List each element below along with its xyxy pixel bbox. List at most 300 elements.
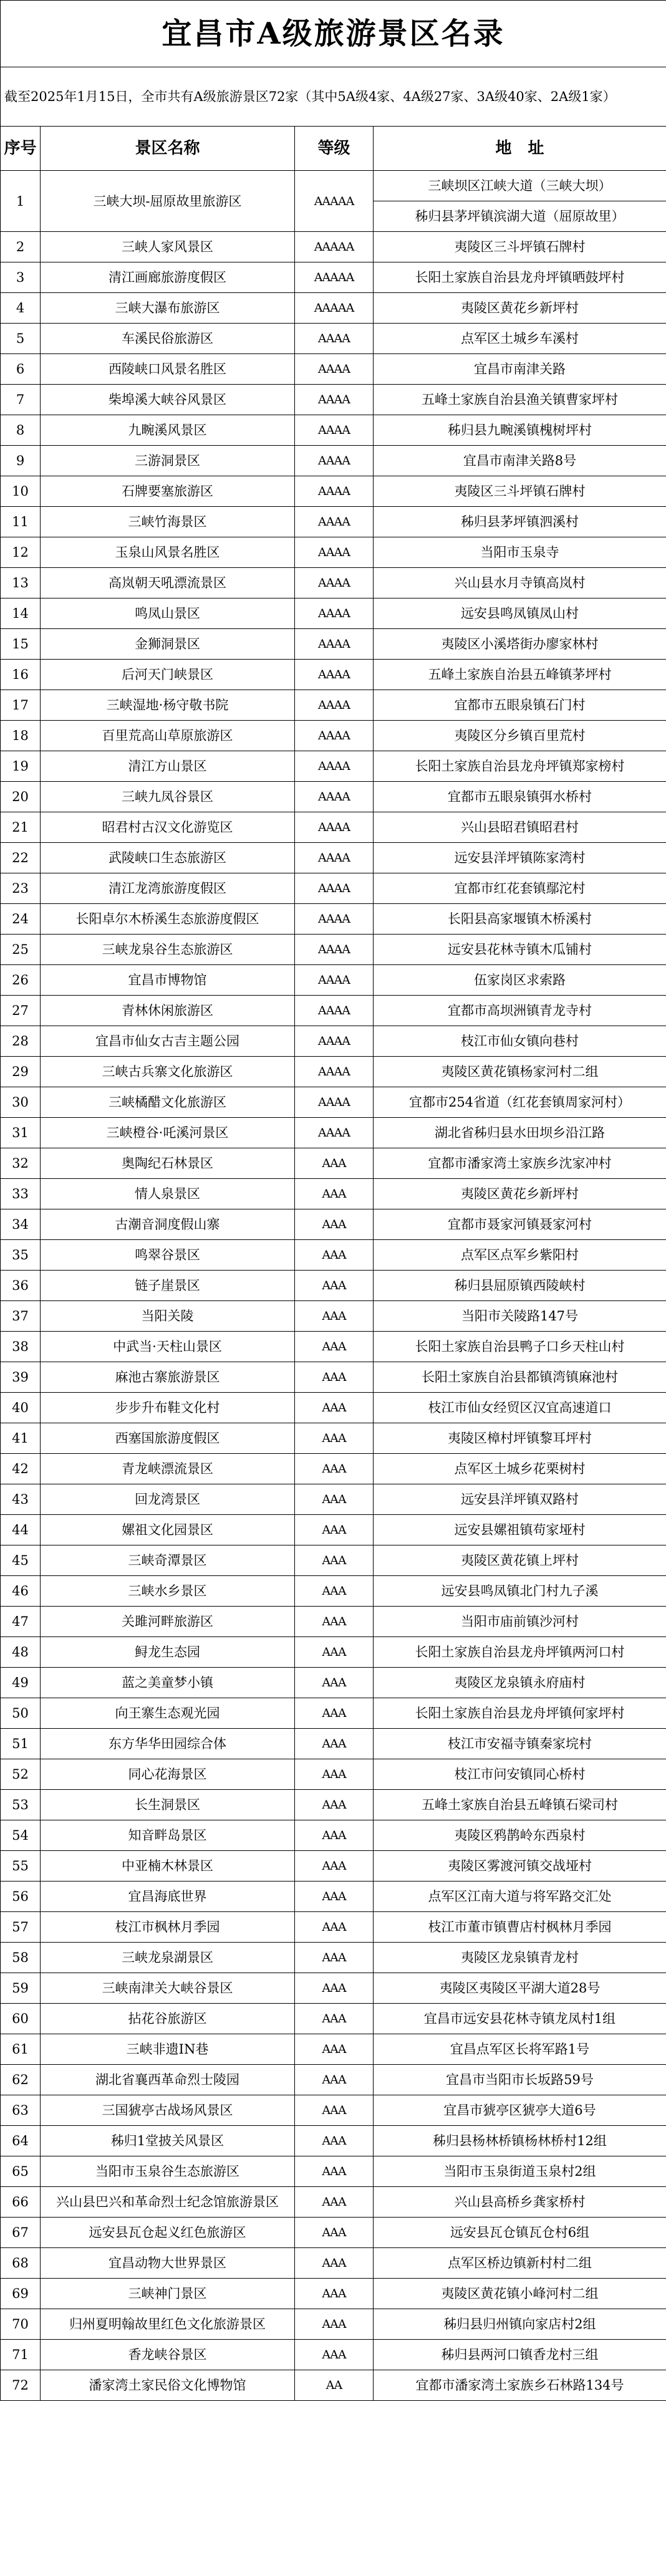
table-row xyxy=(1,2248,666,2279)
row-number: 32 xyxy=(1,1148,41,1179)
row-number: 56 xyxy=(1,1882,41,1912)
scenic-area-name: 清江画廊旅游度假区 xyxy=(41,262,295,293)
scenic-area-name: 关雎河畔旅游区 xyxy=(41,1607,295,1637)
scenic-area-address: 秭归县茅坪镇泗溪村 xyxy=(374,507,666,537)
scenic-area-level: AAAA xyxy=(295,476,374,507)
scenic-area-name: 潘家湾土家民俗文化博物馆 xyxy=(41,2370,295,2401)
row-number: 38 xyxy=(1,1332,41,1362)
scenic-area-level: AAA xyxy=(295,1759,374,1790)
table-row xyxy=(1,1637,666,1668)
scenic-area-level: AAA xyxy=(295,1912,374,1943)
scenic-area-address: 湖北省秭归县水田坝乡沿江路 xyxy=(374,1118,666,1148)
scenic-area-address: 枝江市仙女镇向巷村 xyxy=(374,1026,666,1057)
row-number: 24 xyxy=(1,904,41,935)
scenic-area-level: AAAA xyxy=(295,385,374,415)
scenic-area-address: 枝江市问安镇同心桥村 xyxy=(374,1759,666,1790)
table-row xyxy=(1,1423,666,1454)
table-row xyxy=(1,1240,666,1271)
scenic-area-name: 高岚朝天吼漂流景区 xyxy=(41,568,295,598)
scenic-area-level: AAAA xyxy=(295,782,374,812)
scenic-area-level: AAA xyxy=(295,1301,374,1332)
scenic-area-address: 宜都市潘家湾土家族乡沈家冲村 xyxy=(374,1148,666,1179)
table-row xyxy=(1,1271,666,1301)
row-number: 47 xyxy=(1,1607,41,1637)
scenic-area-level: AAA xyxy=(295,1271,374,1301)
table-row xyxy=(1,629,666,660)
scenic-area-level: AAA xyxy=(295,1240,374,1271)
scenic-area-level: AAAA xyxy=(295,721,374,751)
scenic-area-level: AAA xyxy=(295,1729,374,1759)
table-row xyxy=(1,1484,666,1515)
scenic-area-level: AAA xyxy=(295,1393,374,1423)
scenic-area-level: AAA xyxy=(295,1362,374,1393)
scenic-area-name: 三峡龙泉湖景区 xyxy=(41,1943,295,1973)
scenic-area-level: AAA xyxy=(295,1790,374,1820)
scenic-area-level: AAA xyxy=(295,2156,374,2187)
scenic-area-name: 三峡竹海景区 xyxy=(41,507,295,537)
scenic-area-name: 三峡大坝-屈原故里旅游区 xyxy=(41,171,295,232)
table-row xyxy=(1,812,666,843)
table-row xyxy=(1,1209,666,1240)
scenic-area-address: 宜都市254省道（红花套镇周家河村） xyxy=(374,1087,666,1118)
table-row xyxy=(1,1118,666,1148)
table-row xyxy=(1,1545,666,1576)
row-number: 31 xyxy=(1,1118,41,1148)
scenic-area-address: 秭归县两河口镇香龙村三组 xyxy=(374,2340,666,2370)
scenic-area-address: 宜都市五眼泉镇弭水桥村 xyxy=(374,782,666,812)
scenic-area-address: 五峰土家族自治县渔关镇曹家坪村 xyxy=(374,385,666,415)
row-number: 3 xyxy=(1,262,41,293)
scenic-area-name: 湖北省襄西革命烈士陵园 xyxy=(41,2065,295,2095)
scenic-area-address: 点军区土城乡车溪村 xyxy=(374,324,666,354)
row-number: 30 xyxy=(1,1087,41,1118)
table-row xyxy=(1,1912,666,1943)
scenic-area-level: AAA xyxy=(295,1179,374,1209)
scenic-area-address: 宜昌市当阳市长坂路59号 xyxy=(374,2065,666,2095)
row-number: 19 xyxy=(1,751,41,782)
scenic-area-name: 长生洞景区 xyxy=(41,1790,295,1820)
scenic-area-address: 宜都市聂家河镇聂家河村 xyxy=(374,1209,666,1240)
scenic-area-level: AAA xyxy=(295,1454,374,1484)
scenic-area-name: 武陵峡口生态旅游区 xyxy=(41,843,295,873)
scenic-area-name: 长阳卓尔木桥溪生态旅游度假区 xyxy=(41,904,295,935)
scenic-area-address: 当阳市玉泉寺 xyxy=(374,537,666,568)
scenic-area-level: AAA xyxy=(295,1607,374,1637)
table-row xyxy=(1,1332,666,1362)
table-row xyxy=(1,2370,666,2401)
scenic-area-name: 情人泉景区 xyxy=(41,1179,295,1209)
scenic-area-address: 远安县瓦仓镇瓦仓村6组 xyxy=(374,2218,666,2248)
scenic-area-level: AAA xyxy=(295,1943,374,1973)
scenic-area-level: AAAA xyxy=(295,965,374,996)
scenic-area-level: AAA xyxy=(295,1484,374,1515)
table-row xyxy=(1,354,666,385)
scenic-area-level: AAA xyxy=(295,1332,374,1362)
row-number: 2 xyxy=(1,232,41,262)
scenic-area-address: 长阳土家族自治县龙舟坪镇晒鼓坪村 xyxy=(374,262,666,293)
scenic-area-level: AAA xyxy=(295,1576,374,1607)
table-row xyxy=(1,2187,666,2218)
table-row xyxy=(1,904,666,935)
scenic-area-address: 夷陵区黄花镇上坪村 xyxy=(374,1545,666,1576)
scenic-area-level: AAAA xyxy=(295,629,374,660)
row-number: 63 xyxy=(1,2095,41,2126)
scenic-area-name: 西陵峡口风景名胜区 xyxy=(41,354,295,385)
scenic-area-name: 金狮洞景区 xyxy=(41,629,295,660)
scenic-area-address: 五峰土家族自治县五峰镇石梁司村 xyxy=(374,1790,666,1820)
scenic-area-name: 嫘祖文化园景区 xyxy=(41,1515,295,1545)
scenic-area-level: AAAA xyxy=(295,996,374,1026)
scenic-area-address: 宜都市红花套镇鄢沱村 xyxy=(374,873,666,904)
table-row xyxy=(1,1729,666,1759)
scenic-area-name: 奥陶纪石林景区 xyxy=(41,1148,295,1179)
row-number: 58 xyxy=(1,1943,41,1973)
scenic-area-level: AAA xyxy=(295,2004,374,2034)
table-row xyxy=(1,2065,666,2095)
scenic-area-level: AAA xyxy=(295,1209,374,1240)
scenic-area-level: AAA xyxy=(295,1637,374,1668)
scenic-area-name: 三峡龙泉谷生态旅游区 xyxy=(41,935,295,965)
scenic-area-name: 三峡非遗IN巷 xyxy=(41,2034,295,2065)
title-row xyxy=(1,1,666,67)
row-number: 13 xyxy=(1,568,41,598)
scenic-area-name: 麻池古寨旅游景区 xyxy=(41,1362,295,1393)
row-number: 6 xyxy=(1,354,41,385)
table-row xyxy=(1,1973,666,2004)
scenic-area-name: 三峡水乡景区 xyxy=(41,1576,295,1607)
table-row xyxy=(1,2034,666,2065)
table-row xyxy=(1,690,666,721)
scenic-area-name: 清江龙湾旅游度假区 xyxy=(41,873,295,904)
table-row xyxy=(1,1576,666,1607)
scenic-area-name: 西塞国旅游度假区 xyxy=(41,1423,295,1454)
row-number: 53 xyxy=(1,1790,41,1820)
scenic-area-address: 宜都市潘家湾土家族乡石林路134号 xyxy=(374,2370,666,2401)
summary-note: 截至2025年1月15日，全市共有A级旅游景区72家（其中5A级4家、4A级27家、3A级40家、2A级1家） xyxy=(1,67,666,127)
scenic-area-name: 东方华华田园综合体 xyxy=(41,1729,295,1759)
row-number: 20 xyxy=(1,782,41,812)
scenic-area-address: 长阳土家族自治县龙舟坪镇何家坪村 xyxy=(374,1698,666,1729)
scenic-area-name: 中武当·天柱山景区 xyxy=(41,1332,295,1362)
column-header-address: 地 址 xyxy=(374,127,666,171)
table-row xyxy=(1,1301,666,1332)
scenic-area-address: 远安县洋坪镇陈家湾村 xyxy=(374,843,666,873)
scenic-area-address: 秭归县屈原镇西陵峡村 xyxy=(374,1271,666,1301)
scenic-area-address: 远安县洋坪镇双路村 xyxy=(374,1484,666,1515)
scenic-area-name: 同心花海景区 xyxy=(41,1759,295,1790)
scenic-area-name: 三峡奇潭景区 xyxy=(41,1545,295,1576)
scenic-area-level: AAA xyxy=(295,2126,374,2156)
row-number: 14 xyxy=(1,598,41,629)
scenic-area-address: 长阳土家族自治县龙舟坪镇郑家榜村 xyxy=(374,751,666,782)
scenic-area-level: AAA xyxy=(295,1851,374,1882)
scenic-area-address: 枝江市仙女经贸区汉宜高速道口 xyxy=(374,1393,666,1423)
row-number: 35 xyxy=(1,1240,41,1271)
scenic-area-address: 三峡坝区江峡大道（三峡大坝） xyxy=(374,171,666,201)
scenic-area-name: 三峡大瀑布旅游区 xyxy=(41,293,295,324)
table-row xyxy=(1,1515,666,1545)
table-row xyxy=(1,1943,666,1973)
scenic-area-address: 夷陵区小溪塔街办廖家林村 xyxy=(374,629,666,660)
scenic-area-level: AAA xyxy=(295,1545,374,1576)
scenic-area-address: 宜昌点军区长将军路1号 xyxy=(374,2034,666,2065)
table-row xyxy=(1,1393,666,1423)
scenic-area-level: AAAA xyxy=(295,690,374,721)
row-number: 16 xyxy=(1,660,41,690)
scenic-area-address: 长阳土家族自治县鸭子口乡天柱山村 xyxy=(374,1332,666,1362)
scenic-area-level: AAA xyxy=(295,1668,374,1698)
scenic-area-level: AAAA xyxy=(295,904,374,935)
table-row xyxy=(1,2004,666,2034)
row-number: 72 xyxy=(1,2370,41,2401)
scenic-area-address: 秭归县归州镇向家店村2组 xyxy=(374,2309,666,2340)
scenic-area-level: AAA xyxy=(295,2187,374,2218)
row-number: 1 xyxy=(1,171,41,232)
note-row xyxy=(1,67,666,127)
scenic-area-name: 当阳市玉泉谷生态旅游区 xyxy=(41,2156,295,2187)
row-number: 4 xyxy=(1,293,41,324)
row-number: 40 xyxy=(1,1393,41,1423)
scenic-area-level: AAA xyxy=(295,1423,374,1454)
table-row xyxy=(1,2340,666,2370)
table-row xyxy=(1,1179,666,1209)
scenic-area-address: 兴山县水月寺镇高岚村 xyxy=(374,568,666,598)
scenic-area-name: 远安县瓦仓起义红色旅游区 xyxy=(41,2218,295,2248)
table-row xyxy=(1,262,666,293)
scenic-area-name: 古潮音洞度假山寨 xyxy=(41,1209,295,1240)
scenic-area-address: 夷陵区夷陵区平湖大道28号 xyxy=(374,1973,666,2004)
row-number: 60 xyxy=(1,2004,41,2034)
scenic-area-name: 三游洞景区 xyxy=(41,446,295,476)
scenic-area-name: 当阳关陵 xyxy=(41,1301,295,1332)
row-number: 57 xyxy=(1,1912,41,1943)
table-row xyxy=(1,996,666,1026)
scenic-area-name: 九畹溪风景区 xyxy=(41,415,295,446)
scenic-area-name: 秭归1堂披关风景区 xyxy=(41,2126,295,2156)
row-number: 62 xyxy=(1,2065,41,2095)
scenic-area-level: AAAAA xyxy=(295,262,374,293)
scenic-area-address: 枝江市董市镇曹店村枫林月季园 xyxy=(374,1912,666,1943)
scenic-area-level: AAA xyxy=(295,1515,374,1545)
table-row xyxy=(1,2095,666,2126)
row-number: 10 xyxy=(1,476,41,507)
row-number: 67 xyxy=(1,2218,41,2248)
scenic-area-level: AAAA xyxy=(295,324,374,354)
table-row xyxy=(1,232,666,262)
row-number: 59 xyxy=(1,1973,41,2004)
scenic-area-name: 向王寨生态观光园 xyxy=(41,1698,295,1729)
scenic-area-address: 夷陵区黄花乡新坪村 xyxy=(374,293,666,324)
scenic-area-name: 枝江市枫林月季园 xyxy=(41,1912,295,1943)
scenic-area-name: 宜昌动物大世界景区 xyxy=(41,2248,295,2279)
table-row xyxy=(1,1026,666,1057)
scenic-area-level: AAAA xyxy=(295,812,374,843)
scenic-area-name: 三峡湿地·杨守敬书院 xyxy=(41,690,295,721)
scenic-area-level: AAAAA xyxy=(295,171,374,232)
row-number: 12 xyxy=(1,537,41,568)
scenic-area-level: AAA xyxy=(295,2218,374,2248)
scenic-area-address: 夷陵区龙泉镇青龙村 xyxy=(374,1943,666,1973)
scenic-area-level: AAA xyxy=(295,1973,374,2004)
scenic-area-name: 链子崖景区 xyxy=(41,1271,295,1301)
scenic-area-name: 鸣凤山景区 xyxy=(41,598,295,629)
scenic-area-address: 长阳土家族自治县都镇湾镇麻池村 xyxy=(374,1362,666,1393)
row-number: 48 xyxy=(1,1637,41,1668)
table-row xyxy=(1,1851,666,1882)
scenic-area-name: 宜昌市博物馆 xyxy=(41,965,295,996)
row-number: 44 xyxy=(1,1515,41,1545)
scenic-area-name: 三峡橙谷·吒溪河景区 xyxy=(41,1118,295,1148)
scenic-area-name: 宜昌市仙女古吉主题公园 xyxy=(41,1026,295,1057)
row-number: 43 xyxy=(1,1484,41,1515)
scenic-area-level: AAAA xyxy=(295,873,374,904)
scenic-area-address: 宜都市高坝洲镇青龙寺村 xyxy=(374,996,666,1026)
scenic-area-name: 宜昌海底世界 xyxy=(41,1882,295,1912)
table-row xyxy=(1,751,666,782)
table-row xyxy=(1,2126,666,2156)
scenic-area-address: 夷陵区雾渡河镇交战垭村 xyxy=(374,1851,666,1882)
row-number: 41 xyxy=(1,1423,41,1454)
scenic-area-name: 回龙湾景区 xyxy=(41,1484,295,1515)
scenic-area-level: AAAA xyxy=(295,660,374,690)
row-number: 64 xyxy=(1,2126,41,2156)
table-row xyxy=(1,1790,666,1820)
row-number: 28 xyxy=(1,1026,41,1057)
scenic-area-address: 远安县鸣凤镇北门村九子溪 xyxy=(374,1576,666,1607)
table-row xyxy=(1,660,666,690)
row-number: 18 xyxy=(1,721,41,751)
scenic-area-level: AAA xyxy=(295,2065,374,2095)
scenic-area-address: 宜昌市猇亭区猇亭大道6号 xyxy=(374,2095,666,2126)
scenic-area-level: AAAA xyxy=(295,354,374,385)
header-row xyxy=(1,127,666,171)
table-row xyxy=(1,1362,666,1393)
scenic-area-level: AAAA xyxy=(295,1026,374,1057)
row-number: 55 xyxy=(1,1851,41,1882)
scenic-area-name: 归州夏明翰故里红色文化旅游景区 xyxy=(41,2309,295,2340)
scenic-area-address: 远安县嫘祖镇苟家垭村 xyxy=(374,1515,666,1545)
scenic-area-name: 柴埠溪大峡谷风景区 xyxy=(41,385,295,415)
row-number: 5 xyxy=(1,324,41,354)
scenic-area-address: 当阳市关陵路147号 xyxy=(374,1301,666,1332)
table-row xyxy=(1,1698,666,1729)
row-number: 27 xyxy=(1,996,41,1026)
table-row xyxy=(1,1668,666,1698)
table-row xyxy=(1,965,666,996)
scenic-area-address: 秭归县茅坪镇滨湖大道（屈原故里） xyxy=(374,201,666,232)
scenic-area-level: AAAA xyxy=(295,843,374,873)
scenic-area-address: 枝江市安福寺镇秦家垸村 xyxy=(374,1729,666,1759)
scenic-area-name: 玉泉山风景名胜区 xyxy=(41,537,295,568)
table-row xyxy=(1,1607,666,1637)
table-row xyxy=(1,507,666,537)
scenic-area-level: AAAA xyxy=(295,1118,374,1148)
row-number: 54 xyxy=(1,1820,41,1851)
scenic-area-address: 夷陵区樟村坪镇黎耳坪村 xyxy=(374,1423,666,1454)
scenic-area-address: 兴山县高桥乡龚家桥村 xyxy=(374,2187,666,2218)
table-row xyxy=(1,2309,666,2340)
scenic-area-address: 当阳市庙前镇沙河村 xyxy=(374,1607,666,1637)
table-row xyxy=(1,1087,666,1118)
scenic-area-address: 长阳土家族自治县龙舟坪镇两河口村 xyxy=(374,1637,666,1668)
table-row xyxy=(1,476,666,507)
table-row xyxy=(1,446,666,476)
row-number: 49 xyxy=(1,1668,41,1698)
scenic-area-level: AAAA xyxy=(295,446,374,476)
table-row xyxy=(1,385,666,415)
scenic-area-name: 清江方山景区 xyxy=(41,751,295,782)
row-number: 68 xyxy=(1,2248,41,2279)
column-header-no: 序号 xyxy=(1,127,41,171)
scenic-area-name: 昭君村古汉文化游览区 xyxy=(41,812,295,843)
scenic-area-name: 青林休闲旅游区 xyxy=(41,996,295,1026)
scenic-area-level: AAAA xyxy=(295,537,374,568)
row-number: 51 xyxy=(1,1729,41,1759)
scenic-area-address: 夷陵区黄花镇杨家河村二组 xyxy=(374,1057,666,1087)
scenic-area-name: 步步升布鞋文化村 xyxy=(41,1393,295,1423)
scenic-area-level: AAA xyxy=(295,2095,374,2126)
table-row xyxy=(1,1057,666,1087)
row-number: 34 xyxy=(1,1209,41,1240)
table-row xyxy=(1,568,666,598)
row-number: 33 xyxy=(1,1179,41,1209)
scenic-area-name: 中亚楠木林景区 xyxy=(41,1851,295,1882)
scenic-area-address: 点军区江南大道与将军路交汇处 xyxy=(374,1882,666,1912)
scenic-area-name: 拈花谷旅游区 xyxy=(41,2004,295,2034)
scenic-area-level: AAAA xyxy=(295,415,374,446)
scenic-area-address: 夷陵区鸦鹊岭东西泉村 xyxy=(374,1820,666,1851)
scenic-area-name: 兴山县巴兴和革命烈士纪念馆旅游景区 xyxy=(41,2187,295,2218)
scenic-area-level: AAAAA xyxy=(295,293,374,324)
scenic-area-address: 宜昌市南津关路 xyxy=(374,354,666,385)
table-row xyxy=(1,843,666,873)
scenic-area-level: AAAA xyxy=(295,598,374,629)
table-row xyxy=(1,1882,666,1912)
row-number: 39 xyxy=(1,1362,41,1393)
row-number: 15 xyxy=(1,629,41,660)
scenic-area-level: AAA xyxy=(295,2248,374,2279)
row-number: 71 xyxy=(1,2340,41,2370)
scenic-area-address: 宜昌市远安县花林寺镇龙凤村1组 xyxy=(374,2004,666,2034)
row-number: 7 xyxy=(1,385,41,415)
scenic-area-name: 三峡九凤谷景区 xyxy=(41,782,295,812)
scenic-area-level: AAAA xyxy=(295,751,374,782)
scenic-area-address: 夷陵区龙泉镇永府庙村 xyxy=(374,1668,666,1698)
scenic-area-name: 三峡橘醋文化旅游区 xyxy=(41,1087,295,1118)
row-number: 11 xyxy=(1,507,41,537)
row-number: 22 xyxy=(1,843,41,873)
scenic-area-address: 长阳县高家堰镇木桥溪村 xyxy=(374,904,666,935)
table-row xyxy=(1,1759,666,1790)
scenic-area-name: 知音畔岛景区 xyxy=(41,1820,295,1851)
table-row xyxy=(1,782,666,812)
page-title: 宜昌市A级旅游景区名录 xyxy=(1,1,666,67)
row-number: 70 xyxy=(1,2309,41,2340)
scenic-area-address: 夷陵区三斗坪镇石牌村 xyxy=(374,476,666,507)
scenic-area-level: AAAAA xyxy=(295,232,374,262)
row-number: 37 xyxy=(1,1301,41,1332)
row-number: 65 xyxy=(1,2156,41,2187)
scenic-area-name: 百里荒高山草原旅游区 xyxy=(41,721,295,751)
row-number: 45 xyxy=(1,1545,41,1576)
row-number: 50 xyxy=(1,1698,41,1729)
scenic-area-address: 兴山县昭君镇昭君村 xyxy=(374,812,666,843)
row-number: 25 xyxy=(1,935,41,965)
scenic-area-level: AAAA xyxy=(295,1057,374,1087)
scenic-area-level: AA xyxy=(295,2370,374,2401)
row-number: 42 xyxy=(1,1454,41,1484)
scenic-area-name: 三峡南津关大峡谷景区 xyxy=(41,1973,295,2004)
